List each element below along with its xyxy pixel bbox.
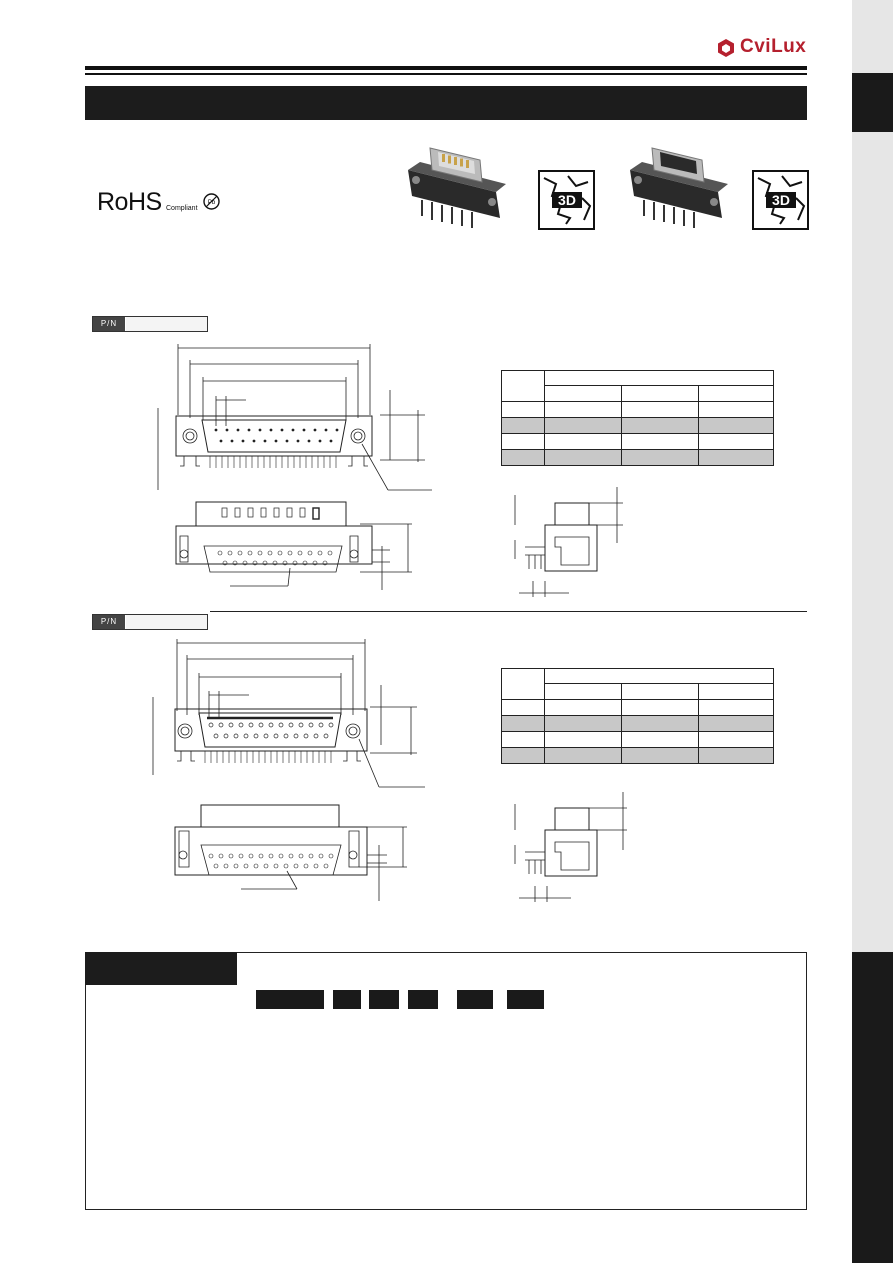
ordering-frame [85,952,807,1210]
part-code-box [256,990,324,1009]
brand-name: CviLux [740,36,807,57]
table-row [502,732,774,748]
pn-box-1 [92,316,208,332]
table-row [502,700,774,716]
pb-free-icon [203,193,220,210]
table-row [502,450,774,466]
pb-free-label: Pb [207,200,216,206]
pn-label: P/N [93,317,125,331]
pn-box-2 [92,614,208,630]
table-row [502,418,774,434]
pn-value [126,317,207,331]
3d-badge-label: 3D [558,192,576,208]
part-code-box [507,990,544,1009]
dimension-table-2 [501,668,774,764]
section-divider [210,611,807,612]
male-connector-image [400,140,510,232]
table-row [502,748,774,764]
brand-logo [716,36,816,60]
drawing-front-1 [150,340,440,610]
brand-logo-icon [716,38,736,58]
side-tab-marker-bottom [852,952,893,1263]
table-row [502,716,774,732]
title-bar [85,86,807,120]
ordering-header [85,952,237,985]
header-rule-thin [85,73,807,75]
pn-value [126,615,207,629]
drawing-side-2 [505,790,635,905]
pn-label: P/N [93,615,125,629]
rohs-compliant-label: Compliant [166,205,198,212]
drawing-side-1 [505,485,635,600]
3d-badge-label-2: 3D [772,192,790,208]
3d-model-icon-2[interactable] [752,170,809,230]
table-row [502,402,774,418]
female-connector-image [622,140,732,232]
dimension-table-1 [501,370,774,466]
part-code-box [457,990,493,1009]
table-row [502,434,774,450]
3d-model-icon[interactable] [538,170,595,230]
part-code-box [408,990,438,1009]
part-code-box [333,990,361,1009]
rohs-mark: RoHS [97,188,162,216]
side-tab-marker-top [852,73,893,132]
part-code-box [369,990,399,1009]
header-rule-thick [85,66,807,70]
drawing-front-2 [145,635,435,905]
